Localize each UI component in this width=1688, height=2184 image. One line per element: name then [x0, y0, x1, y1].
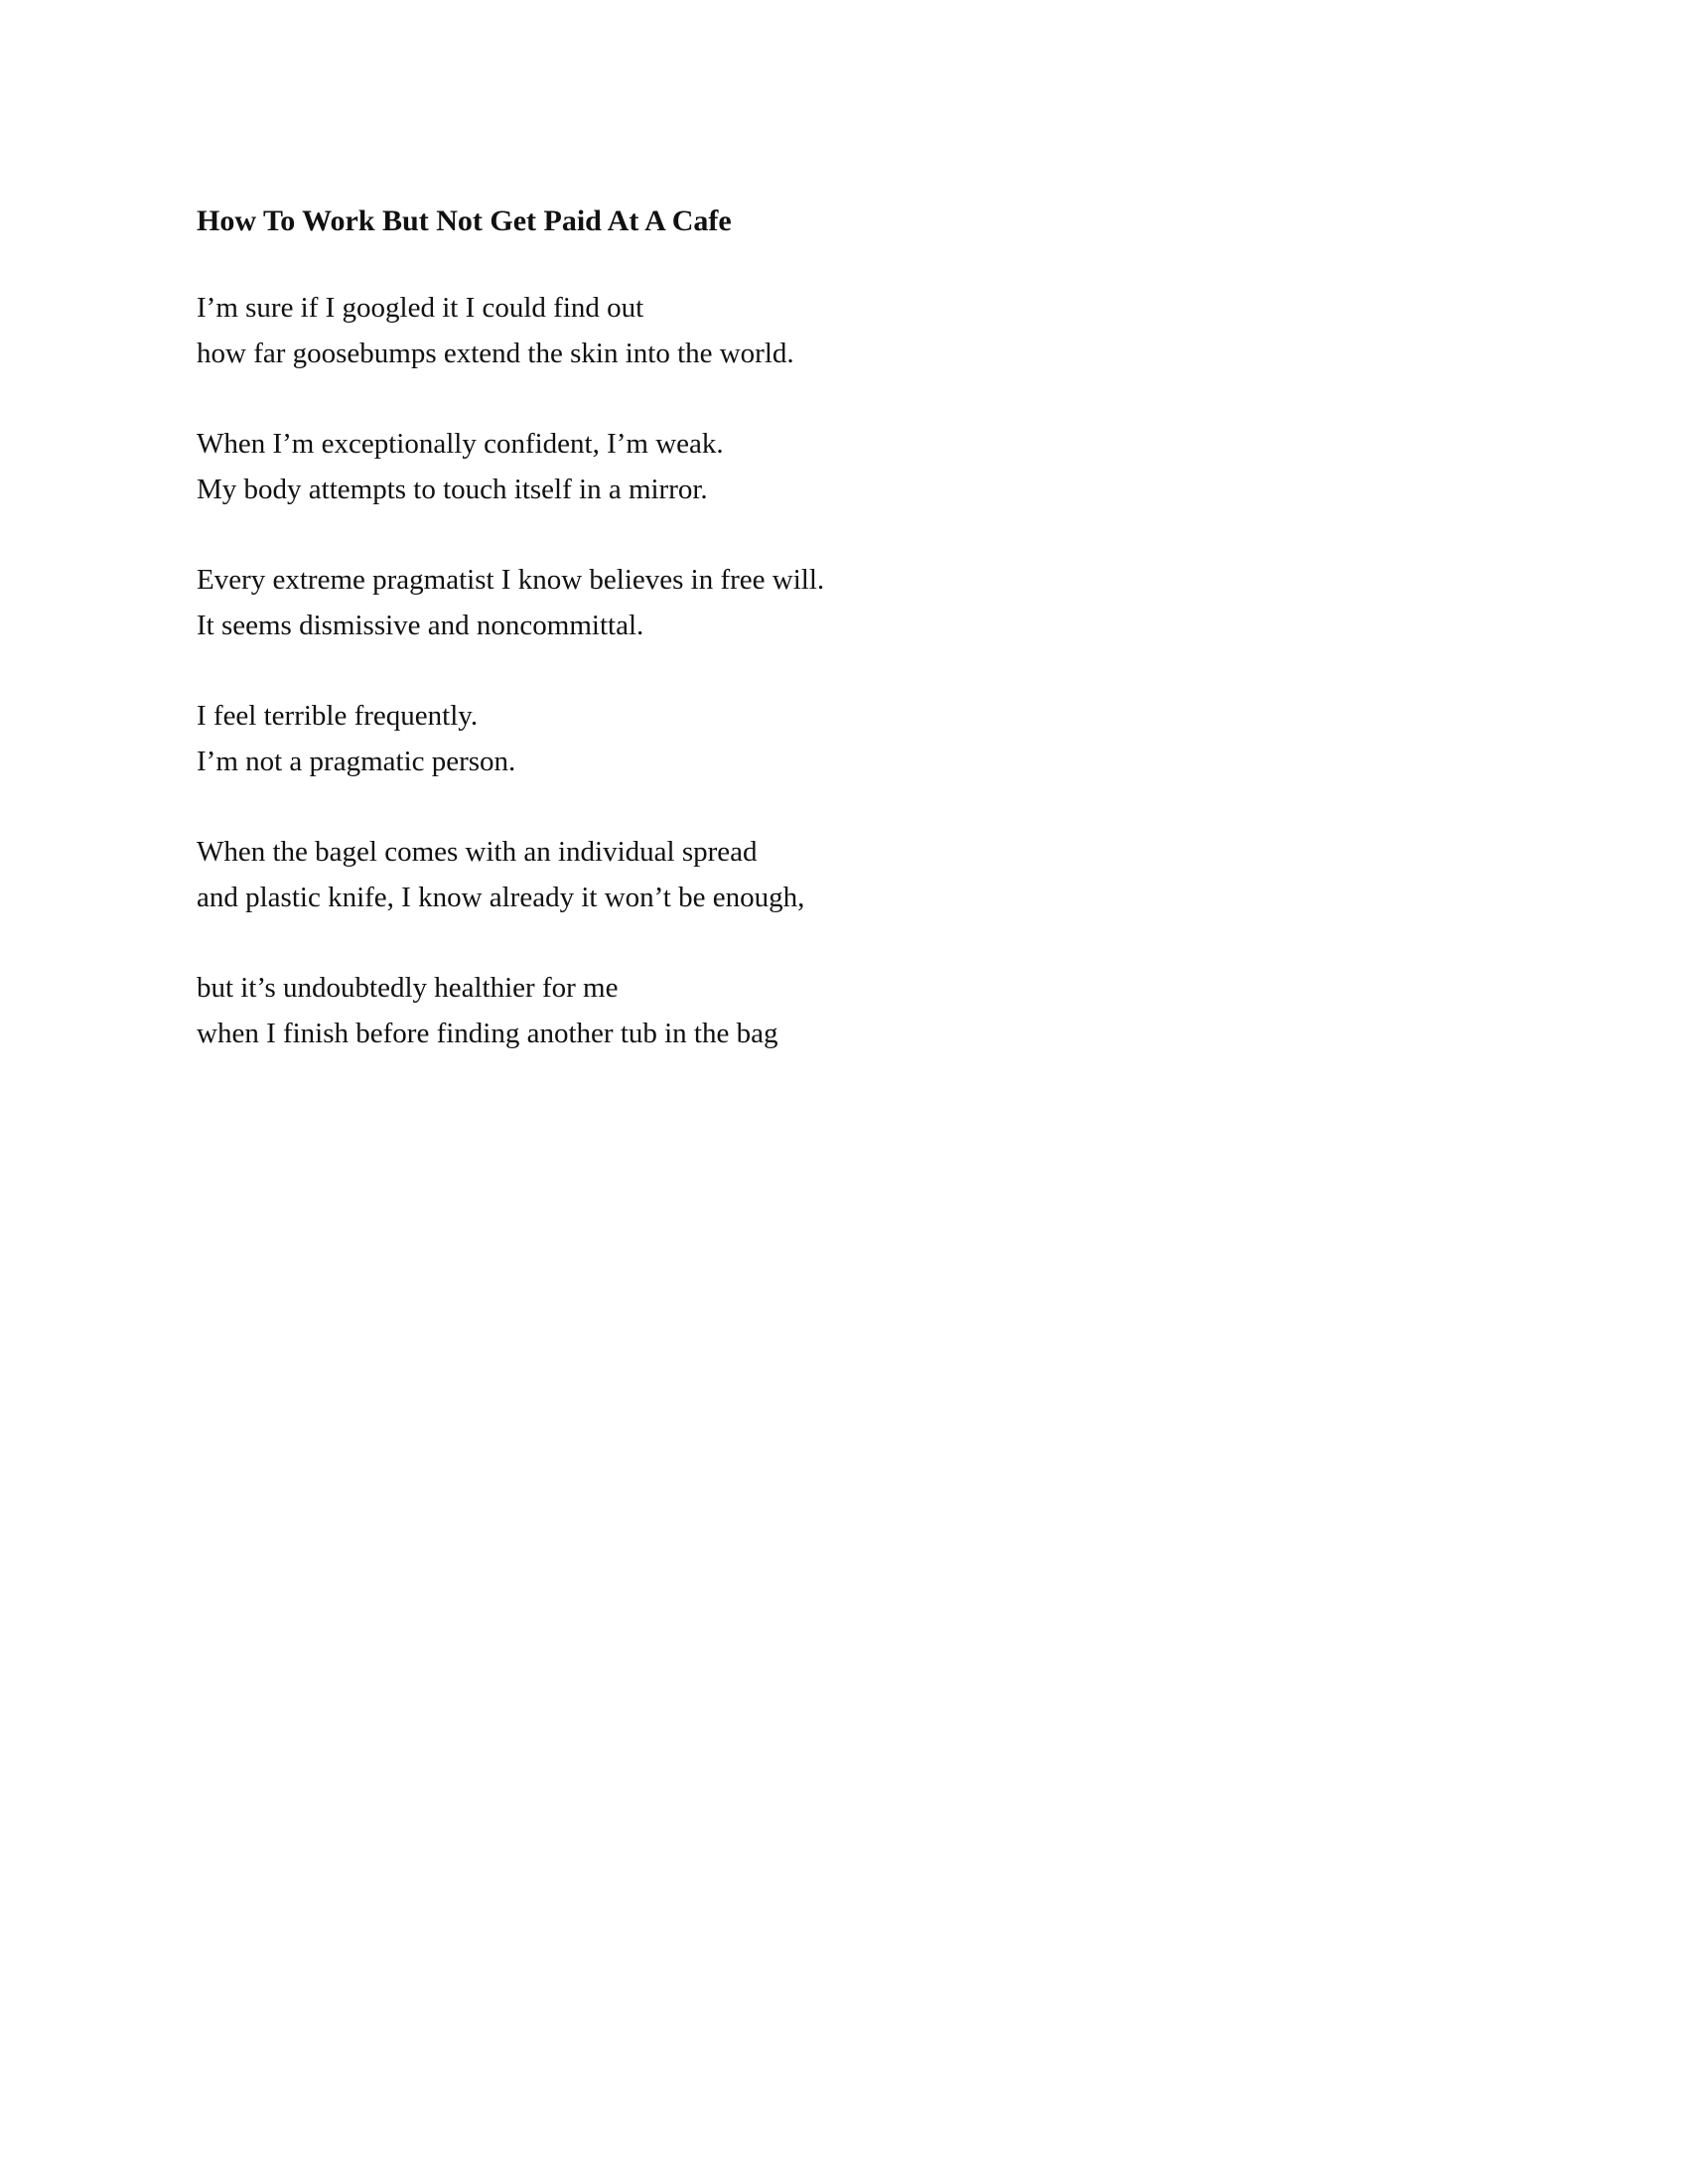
stanza-6 — [197, 965, 1190, 1056]
poem-title: How To Work But Not Get Paid At A Cafe — [197, 205, 732, 237]
poem-line: when I finish before finding another tub in the bag — [197, 1018, 778, 1049]
poem-line: I’m not a pragmatic person. — [197, 746, 516, 777]
stanza-4 — [197, 693, 1190, 784]
stanza-1 — [197, 285, 1190, 376]
stanza-5 — [197, 829, 1190, 920]
stanza-3 — [197, 557, 1190, 648]
poem-line: When the bagel comes with an individual spread — [197, 836, 758, 868]
poem — [197, 199, 1190, 1101]
poem-line: and plastic knife, I know already it won’t be enough, — [197, 882, 805, 913]
poem-line: I feel terrible frequently. — [197, 700, 479, 732]
poem-line: My body attempts to touch itself in a mirror. — [197, 474, 708, 505]
poem-line: Every extreme pragmatist I know believes in free will. — [197, 564, 825, 596]
poem-line: I’m sure if I googled it I could find out — [197, 292, 644, 324]
poem-line: but it’s undoubtedly healthier for me — [197, 972, 619, 1004]
poem-line: It seems dismissive and noncommittal. — [197, 610, 644, 641]
poem-line: how far goosebumps extend the skin into the world. — [197, 338, 794, 369]
poem-line: When I’m exceptionally confident, I’m weak. — [197, 428, 724, 460]
poem-body — [197, 285, 1190, 1056]
stanza-2 — [197, 421, 1190, 512]
